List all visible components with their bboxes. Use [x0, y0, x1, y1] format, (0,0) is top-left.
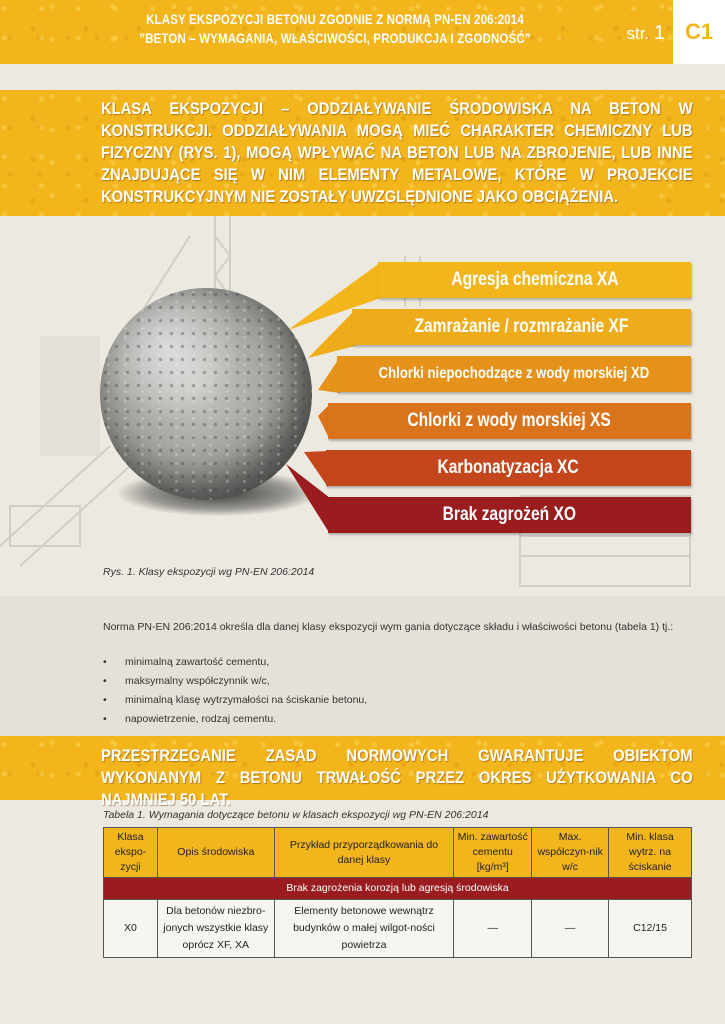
- category-xf-label: Zamrażanie / rozmrażanie XF: [414, 316, 629, 337]
- cell-opis: Dla betonów niezbro-jonych wszystkie klasy oprócz XF, XA: [157, 900, 274, 958]
- category-xf: [352, 309, 691, 345]
- durability-band: [0, 736, 725, 809]
- header-title-line2: ”BETON – WYMAGANIA, WŁAŚCIWOŚCI, PRODUKCJA I ZGODNOŚĆ”: [139, 30, 531, 46]
- concrete-sphere-image: [100, 288, 312, 500]
- cell-cement: —: [454, 900, 532, 958]
- section-code-badge: C1: [673, 0, 725, 64]
- category-xd-label: Chlorki niepochodzące z wody morskiej XD: [378, 365, 650, 382]
- col-header-wytrz: Min. klasa wytrz. na ściskanie: [609, 828, 692, 878]
- category-xs: [328, 403, 691, 439]
- norm-requirements-list: [103, 653, 367, 729]
- table-caption: Tabela 1. Wymagania dotyczące betonu w klasach ekspozycji wg PN-EN 206:2014: [103, 809, 489, 821]
- header-title-line1: KLASY EKSPOZYCJI BETONU ZGODNIE Z NORMĄ PN-EN 206:2014: [146, 11, 524, 27]
- table-header-row: [104, 828, 692, 878]
- figure-caption: Rys. 1. Klasy ekspozycji wg PN-EN 206:2014: [103, 566, 315, 578]
- norm-intro-text: Norma PN-EN 206:2014 określa dla danej klasy ekspozycji wym gania dotyczące składu i właściwości betonu (tabela 1) tj.:: [103, 621, 674, 633]
- table-group-row: [104, 878, 692, 900]
- category-xc: [326, 450, 691, 486]
- list-item: • minimalną zawartość cementu,: [103, 656, 270, 668]
- group-title: Brak zagrożenia korozją lub agresją środowiska: [104, 878, 692, 900]
- category-xa-label: Agresja chemiczna XA: [450, 269, 619, 290]
- cell-klasa: X0: [104, 900, 158, 958]
- category-xo-label: Brak zagrożeń XO: [442, 504, 577, 525]
- category-xc-label: Karbonatyzacja XC: [437, 457, 580, 478]
- category-xa: [378, 262, 691, 298]
- table-row: [104, 900, 692, 958]
- page-number-value: 1: [653, 22, 665, 44]
- category-xo: [328, 497, 691, 533]
- page-label: str.: [626, 24, 650, 43]
- col-header-klasa: Klasa ekspo-zycji: [104, 828, 158, 878]
- durability-text: PRZESTRZEGANIE ZASAD NORMOWYCH GWARANTUJE OBIEKTOM WYKONANYM Z BETONU TRWAŁOŚĆ PRZEZ OKRES UŻYTKOWANIA CO NAJMNIEJ 50 LAT.: [101, 746, 693, 809]
- cell-przyklad: Elementy betonowe wewnątrz budynków o małej wilgot-ności powietrza: [274, 900, 454, 958]
- list-item: • minimalną klasę wytrzymałości na ściskanie betonu,: [103, 694, 368, 706]
- category-xd: [337, 356, 691, 392]
- col-header-przyklad: Przykład przyporządkowania do danej klasy: [274, 828, 454, 878]
- category-xs-label: Chlorki z wody morskiej XS: [407, 410, 612, 431]
- col-header-cement: Min. zawartość cementu [kg/m³]: [454, 828, 532, 878]
- col-header-wc: Max. współczyn-nik w/c: [532, 828, 609, 878]
- list-item: • napowietrzenie, rodzaj cementu.: [103, 713, 277, 725]
- col-header-opis: Opis środowiska: [157, 828, 274, 878]
- cell-wc: —: [532, 900, 609, 958]
- list-item: • maksymalny współczynnik w/c,: [103, 675, 270, 687]
- cell-wytrz: C12/15: [609, 900, 692, 958]
- requirements-table: [103, 827, 692, 958]
- intro-text: KLASA EKSPOZYCJI – ODDZIAŁYWANIE ŚRODOWISKA NA BETON W KONSTRUKCJI. ODDZIAŁYWANIA MOGĄ MIEĆ CHARAKTER CHEMICZNY LUB FIZYCZNY (RYS. 1), MOGĄ WPŁYWAĆ NA BETON LUB NA ZBROJENIE, LUB INNE ZNAJDUJĄCE SIĘ W NIM ELEMENTY METALOWE, KTÓRE W PROJEKCIE KONSTRUKCYJNYM NIE ZOSTAŁY UWZGLĘDNIONE JAKO OBCIĄŻENIA.: [101, 99, 693, 206]
